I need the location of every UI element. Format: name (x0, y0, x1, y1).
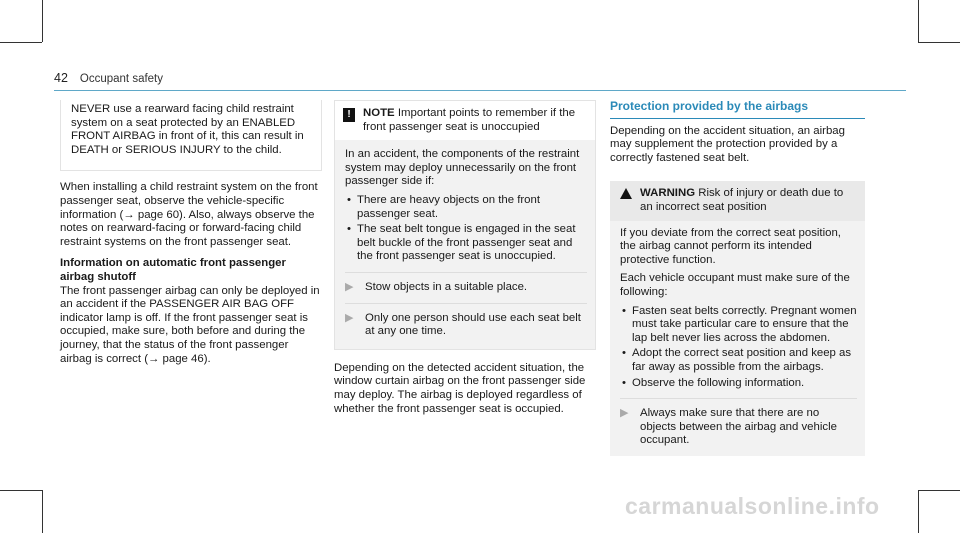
warning-title: Risk of injury or death due to an incorrect seat position (640, 187, 844, 213)
page-header (54, 72, 163, 87)
curtain-airbag-paragraph: Depending on the detected accident situation, the window curtain airbag on the front passenger side may deploy. The airbag is deployed regardless of whether the front passenger seat is occupied. (334, 361, 586, 415)
note-box (334, 100, 596, 350)
list-item: • Adopt the correct seat position and keep as far away as possible from the airbags. (620, 347, 857, 374)
crop-mark (0, 490, 42, 491)
step-item (345, 303, 587, 339)
step-arrow-icon: ▶ (620, 407, 629, 420)
step-arrow-icon: ▶ (345, 311, 354, 324)
list-item: • Fasten seat belts correctly. Pregnant women must take particular care to ensure that the lap belt never lies across the abdomen. (620, 305, 857, 346)
crop-mark (0, 42, 42, 43)
note-intro: In an accident, the components of the restraint system may deploy unnecessarily on the front passenger side if: (345, 148, 580, 188)
warning-body (610, 221, 865, 456)
column-3 (610, 100, 865, 456)
list-item: • There are heavy objects on the front passenger seat. (345, 194, 587, 221)
step-item (345, 272, 587, 295)
page-number: 42 (54, 71, 68, 85)
note-header (335, 101, 595, 140)
step-arrow-icon: ▶ (345, 280, 354, 293)
warning-paragraph: Each vehicle occupant must make sure of the following: (620, 272, 850, 298)
step-item (620, 398, 857, 448)
note-heading (363, 107, 587, 134)
column-1 (60, 100, 322, 371)
note-label: NOTE (363, 107, 395, 119)
crop-mark (918, 490, 919, 533)
warning-triangle-icon (620, 188, 632, 199)
warning-header (610, 181, 865, 220)
crop-mark (918, 42, 960, 43)
exclamation-icon: ! (343, 108, 355, 122)
installation-paragraph: When installing a child restraint system on the front passenger seat, observe the vehicle-specific information (→ page 60). Also, always observe the notes on rearward-facing or forward-facing child restraint systems on the front passenger seat. (60, 181, 318, 248)
warning-label: WARNING (640, 187, 696, 200)
list-item: • The seat belt tongue is engaged in the seat belt buckle of the front passenger seat and the front passenger seat is unoccupied. (345, 223, 587, 264)
child-seat-warning-box (60, 100, 322, 171)
running-title: Occupant safety (79, 73, 164, 85)
section-title: Protection provided by the airbags (610, 100, 865, 119)
airbag-shutoff-heading: Information on automatic front passenger airbag shutoff (60, 257, 286, 283)
child-seat-warning-text: NEVER use a rearward facing child restraint system on a seat protected by an ENABLED FRONT AIRBAG in front of it, this can result in DEATH or SERIOUS INJURY to the child. (71, 103, 304, 156)
warning-heading (640, 187, 857, 214)
note-body (335, 140, 595, 349)
crop-mark (42, 490, 43, 533)
step-text: Always make sure that there are no objects between the airbag and vehicle occupant. (640, 407, 837, 447)
warning-bullets (620, 305, 857, 391)
note-bullets (345, 194, 587, 264)
step-text: Stow objects in a suitable place. (365, 280, 528, 293)
crop-mark (918, 0, 919, 42)
header-rule (54, 90, 906, 91)
column-2 (334, 100, 596, 421)
airbag-shutoff-paragraph: The front passenger airbag can only be deployed in an accident if the PASSENGER AIR BAG OFF indicator lamp is off. If the front passenger seat is occupied, make sure, both before and during the journey, that the status of the front passenger airbag is correct (→ page 46). (60, 284, 320, 365)
protection-intro: Depending on the accident situation, an airbag may supplement the protection provided by a correctly fastened seat belt. (610, 124, 845, 164)
warning-paragraph: If you deviate from the correct seat position, the airbag cannot perform its intended protective function. (620, 226, 841, 266)
crop-mark (918, 490, 960, 491)
crop-mark (42, 0, 43, 42)
note-title: Important points to remember if the front passenger seat is unoccupied (363, 107, 576, 133)
list-item: • Observe the following information. (620, 377, 857, 391)
warning-box (610, 181, 865, 456)
watermark: carmanualsonline.info (625, 493, 880, 519)
step-text: Only one person should use each seat belt at any one time. (365, 311, 581, 338)
